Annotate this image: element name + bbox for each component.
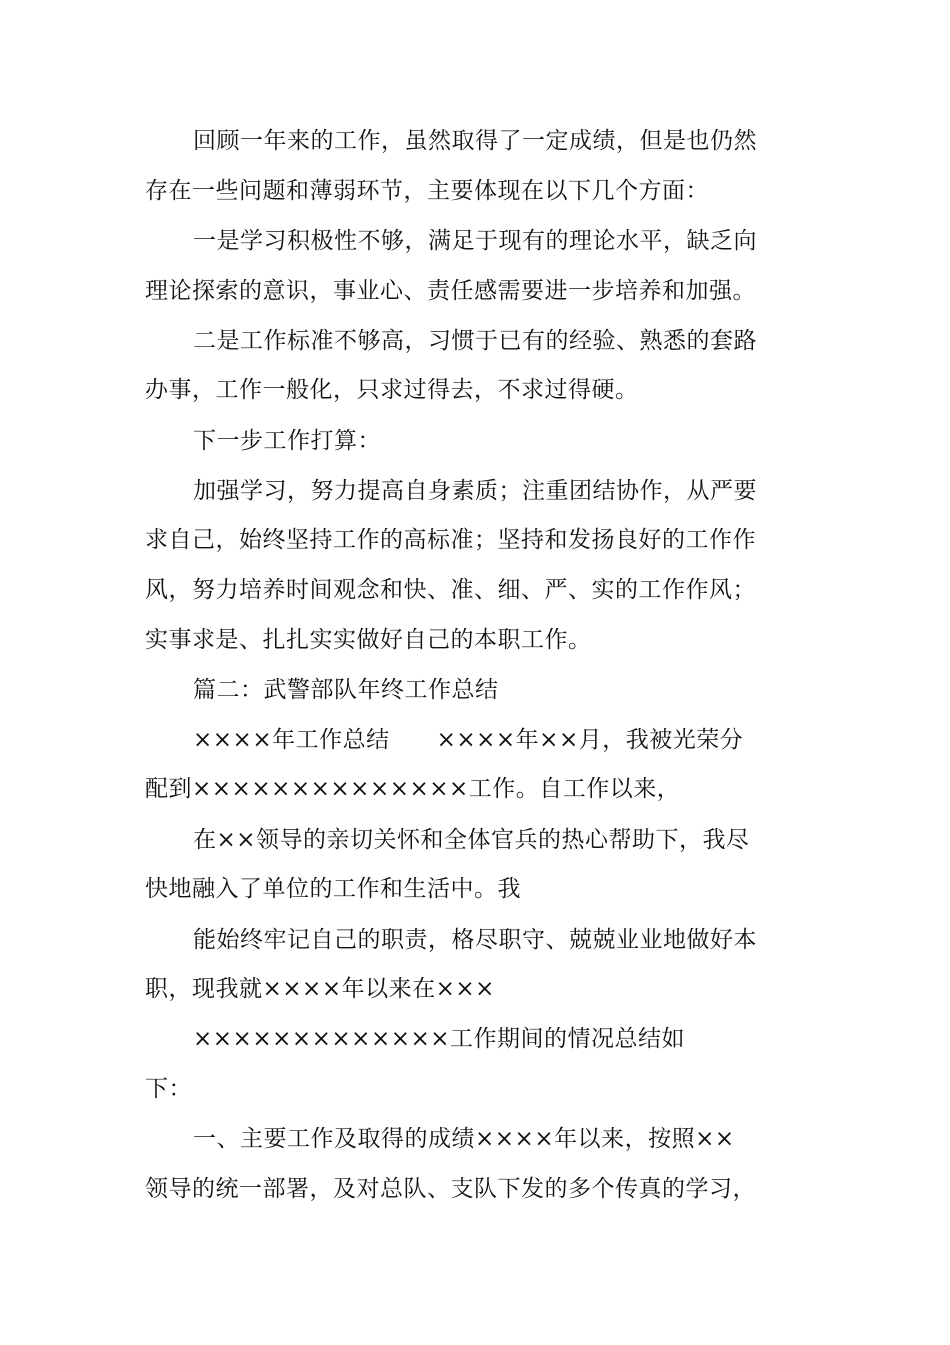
paragraph-line: 领导的统一部署，及对总队、支队下发的多个传真的学习， [145,1176,756,1202]
paragraph-line: ×××××××××××××工作期间的情况总结如 [193,1026,686,1052]
paragraph-line: ××××年工作总结 ××××年××月，我被光荣分 [193,727,744,753]
paragraph-line: 办事，工作一般化，只求过得去，不求过得硬。 [145,377,639,403]
paragraph-line: 存在一些问题和薄弱环节，主要体现在以下几个方面： [145,178,709,204]
paragraph-line: 快地融入了单位的工作和生活中。我 [145,876,521,902]
section-title: 篇二：武警部队年终工作总结 [193,677,499,703]
paragraph-line: 职，现我就××××年以来在××× [145,976,495,1002]
paragraph-line: 下： [145,1076,192,1102]
paragraph-line: 配到××××××××××××××工作。自工作以来， [145,776,681,802]
paragraph-line: 理论探索的意识，事业心、责任感需要进一步培养和加强。 [145,278,756,304]
paragraph-line: 加强学习，努力提高自身素质；注重团结协作，从严要 [193,478,757,504]
paragraph-line: 回顾一年来的工作，虽然取得了一定成绩，但是也仍然 [193,128,757,154]
paragraph-line: 求自己，始终坚持工作的高标准；坚持和发扬良好的工作作 [145,527,756,553]
paragraph-line: 实事求是、扎扎实实做好自己的本职工作。 [145,627,592,653]
section-heading: 下一步工作打算： [193,428,381,454]
paragraph-line: 能始终牢记自己的职责，格尽职守、兢兢业业地做好本 [193,927,757,953]
paragraph-line: 一是学习积极性不够，满足于现有的理论水平，缺乏向 [193,228,757,254]
paragraph-line: 在××领导的亲切关怀和全体官兵的热心帮助下，我尽 [193,827,750,853]
paragraph-line: 一、主要工作及取得的成绩××××年以来，按照×× [193,1126,735,1152]
paragraph-line: 二是工作标准不够高，习惯于已有的经验、熟悉的套路 [193,328,757,354]
paragraph-line: 风，努力培养时间观念和快、准、细、严、实的工作作风； [145,577,756,603]
